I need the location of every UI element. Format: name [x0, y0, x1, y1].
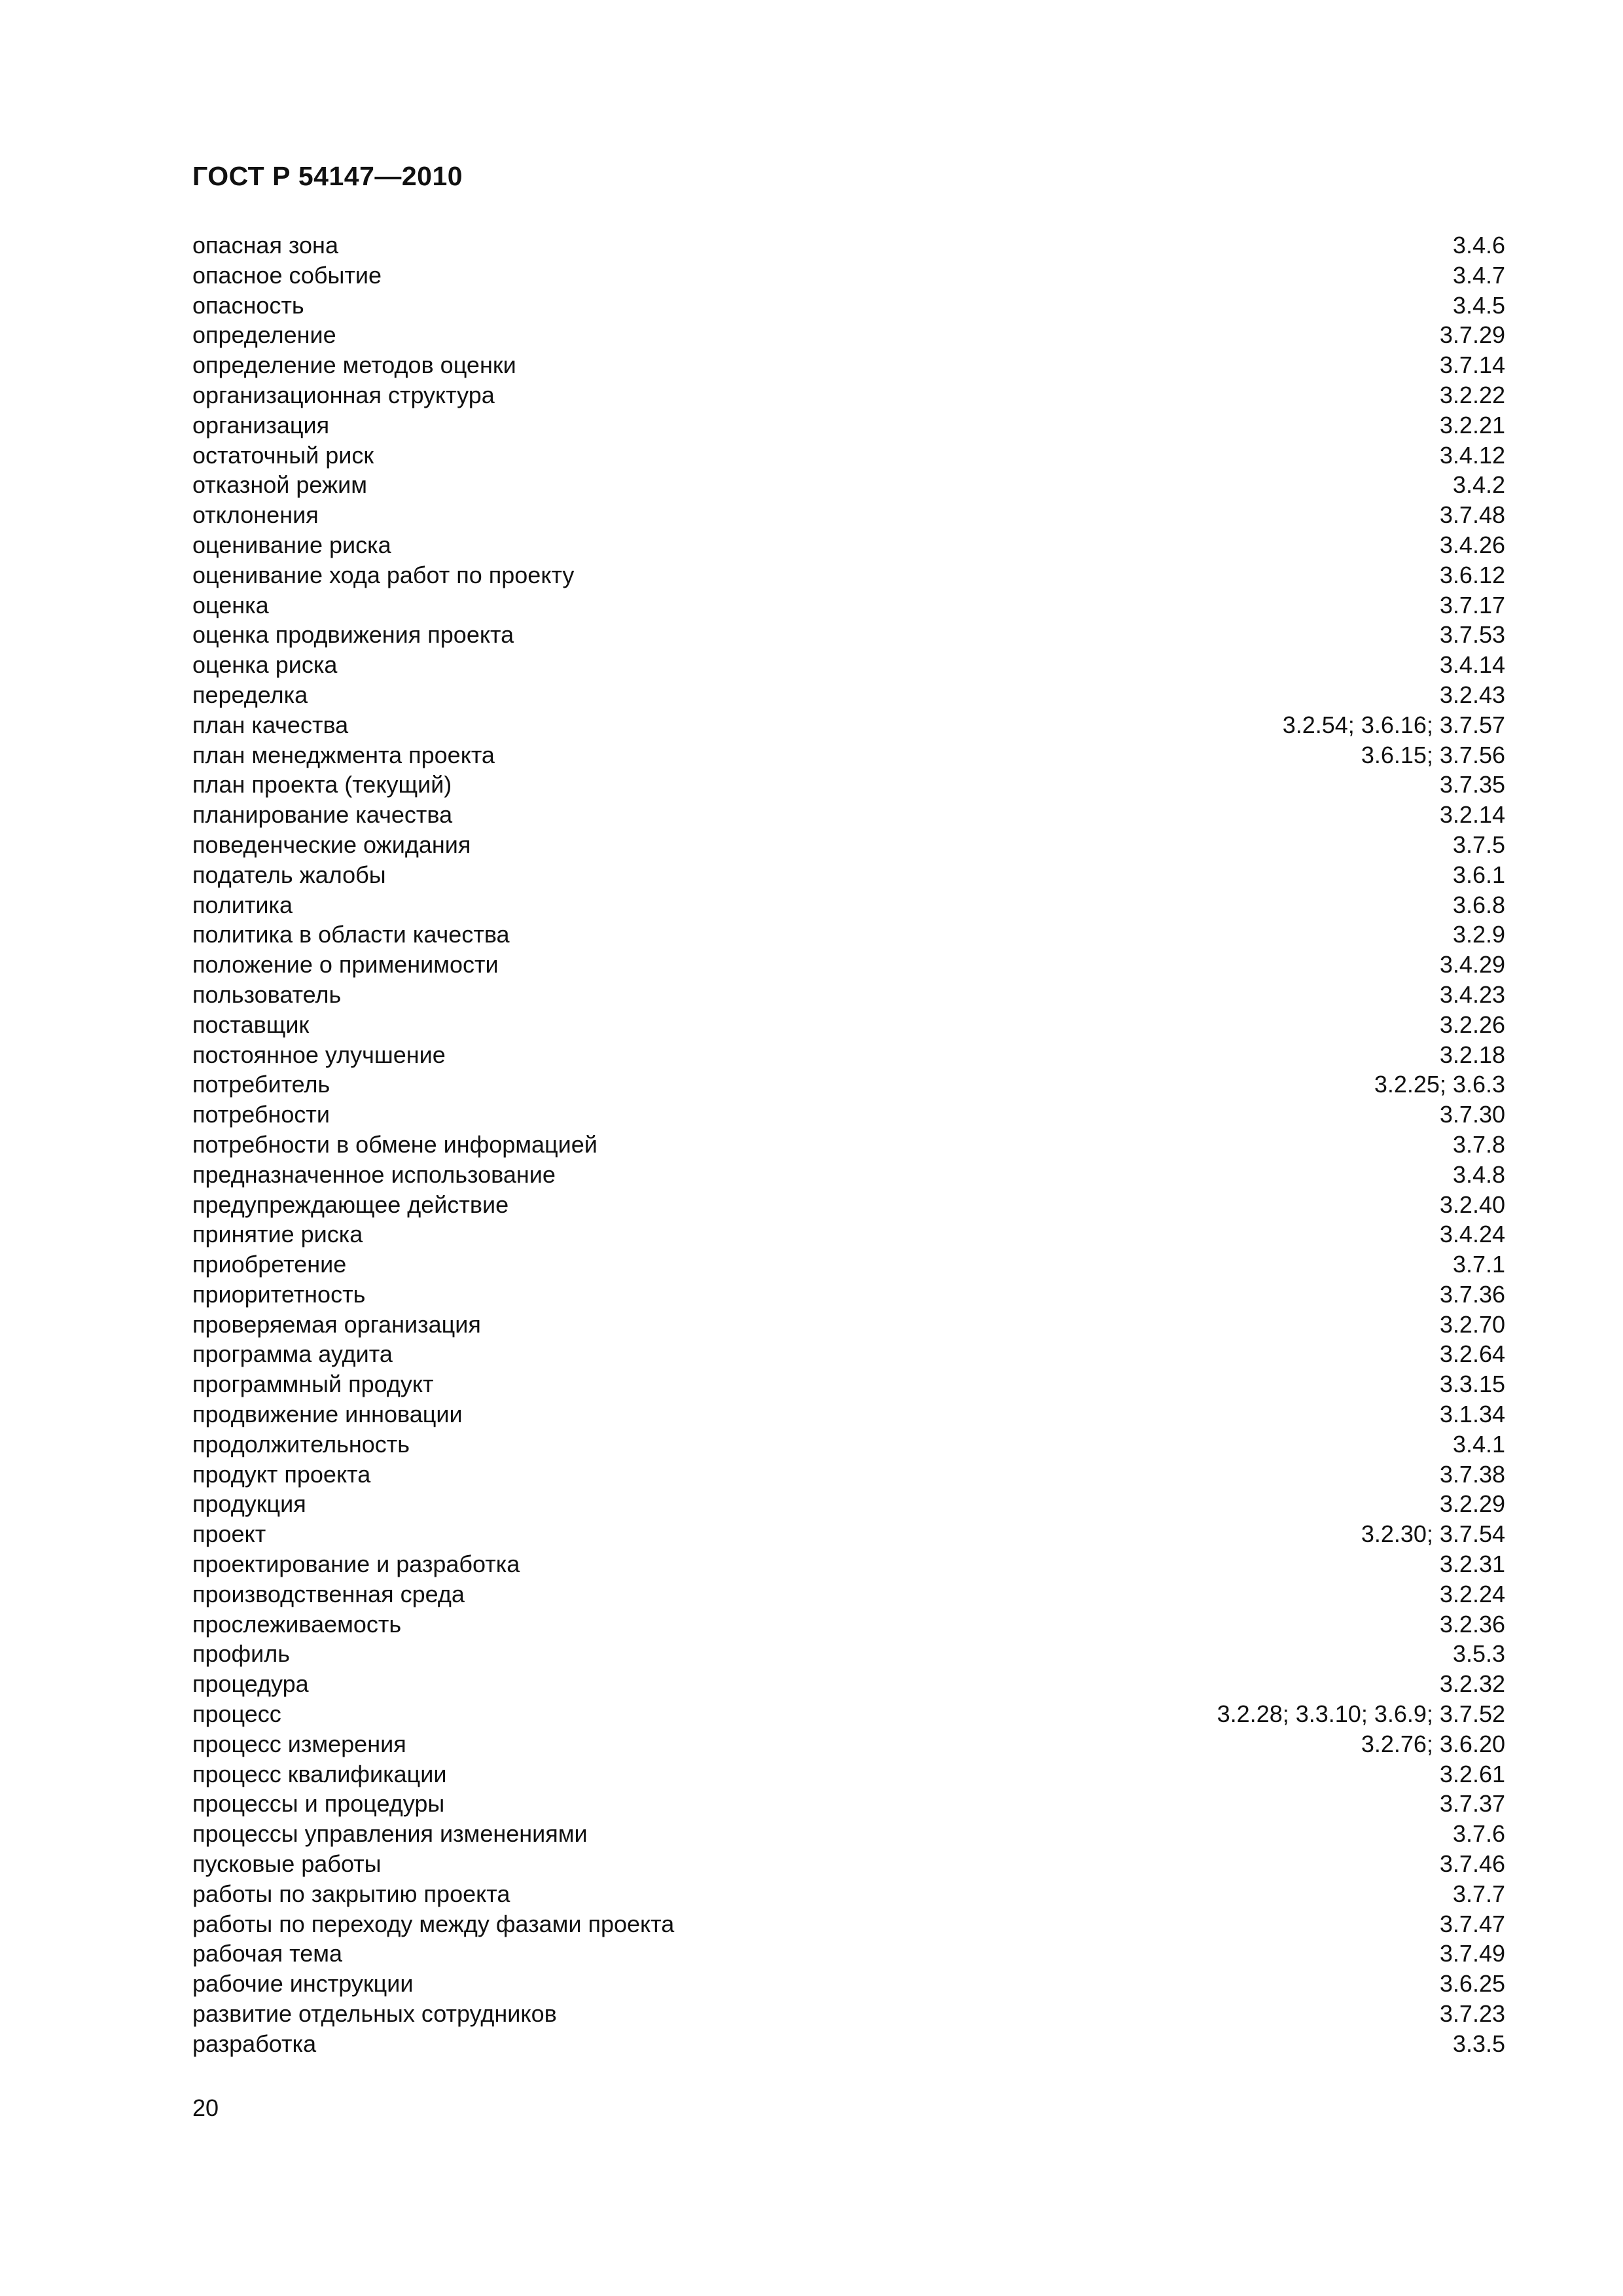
index-reference: 3.4.5 — [1452, 291, 1505, 319]
index-term: процессы управления изменениями — [192, 1820, 588, 1848]
index-reference: 3.4.8 — [1452, 1160, 1505, 1188]
index-reference: 3.2.32 — [1439, 1670, 1505, 1698]
index-term: пусковые работы — [192, 1850, 382, 1878]
index-term: определение методов оценки — [192, 351, 516, 379]
index-term: опасная зона — [192, 232, 338, 259]
index-reference: 3.7.8 — [1452, 1130, 1505, 1158]
index-reference: 3.2.76; 3.6.20 — [1361, 1730, 1505, 1757]
index-entry — [192, 260, 1505, 291]
index-entry — [192, 1069, 1505, 1100]
index-term: политика — [192, 891, 293, 918]
index-entry — [192, 1190, 1505, 1220]
index-term: пользователь — [192, 980, 342, 1008]
index-term: политика в области качества — [192, 921, 510, 948]
index-reference: 3.2.70 — [1439, 1310, 1505, 1338]
index-reference: 3.5.3 — [1452, 1640, 1505, 1668]
index-reference: 3.4.14 — [1439, 651, 1505, 679]
index-term: процесс измерения — [192, 1730, 406, 1757]
index-reference: 3.2.21 — [1439, 411, 1505, 439]
index-term: план качества — [192, 711, 349, 738]
index-entry — [192, 1010, 1505, 1040]
index-term: постоянное улучшение — [192, 1041, 446, 1068]
index-reference: 3.2.30; 3.7.54 — [1361, 1520, 1505, 1548]
index-reference: 3.7.36 — [1439, 1280, 1505, 1308]
index-term: рабочая тема — [192, 1940, 343, 1967]
index-entry — [192, 1429, 1505, 1460]
index-entry — [192, 1160, 1505, 1190]
index-reference: 3.7.49 — [1439, 1940, 1505, 1967]
index-entry — [192, 291, 1505, 321]
index-term: проект — [192, 1520, 266, 1548]
index-term: процедура — [192, 1670, 309, 1698]
index-reference: 3.7.17 — [1439, 591, 1505, 619]
index-entry — [192, 1460, 1505, 1490]
index-entry — [192, 1280, 1505, 1310]
index-term: процессы и процедуры — [192, 1790, 445, 1818]
index-entry — [192, 1339, 1505, 1369]
index-entry — [192, 440, 1505, 471]
index-term: продвижение инновации — [192, 1401, 463, 1428]
index-entry — [192, 1100, 1505, 1130]
index-term: потребности в обмене информацией — [192, 1130, 597, 1158]
index-term: оценка риска — [192, 651, 338, 679]
index-term: план менеджмента проекта — [192, 741, 495, 768]
index-reference: 3.2.61 — [1439, 1760, 1505, 1787]
index-term: проверяемая организация — [192, 1310, 481, 1338]
index-term: оценка — [192, 591, 269, 619]
index-reference: 3.2.54; 3.6.16; 3.7.57 — [1282, 711, 1505, 738]
index-reference: 3.7.23 — [1439, 2000, 1505, 2028]
index-entry — [192, 860, 1505, 890]
index-reference: 3.4.1 — [1452, 1430, 1505, 1458]
index-entry — [192, 410, 1505, 440]
index-reference: 3.7.35 — [1439, 771, 1505, 798]
index-reference: 3.7.29 — [1439, 321, 1505, 349]
index-term: планирование качества — [192, 801, 453, 829]
index-term: приобретение — [192, 1251, 347, 1278]
index-reference: 3.6.25 — [1439, 1970, 1505, 1998]
index-reference: 3.3.15 — [1439, 1371, 1505, 1398]
index-term: оценивание хода работ по проекту — [192, 561, 575, 588]
index-entry — [192, 2029, 1505, 2059]
index-reference: 3.2.40 — [1439, 1191, 1505, 1218]
index-entry — [192, 800, 1505, 830]
index-entry — [192, 1609, 1505, 1640]
index-reference: 3.6.8 — [1452, 891, 1505, 918]
index-reference: 3.2.25; 3.6.3 — [1374, 1071, 1505, 1098]
index-reference: 3.4.6 — [1452, 232, 1505, 259]
index-reference: 3.7.47 — [1439, 1910, 1505, 1937]
index-entry — [192, 710, 1505, 740]
index-entry — [192, 1759, 1505, 1789]
index-entry — [192, 1249, 1505, 1280]
index-reference: 3.4.24 — [1439, 1221, 1505, 1248]
index-entry — [192, 560, 1505, 590]
index-entry — [192, 1999, 1505, 2029]
index-reference: 3.4.12 — [1439, 441, 1505, 469]
index-reference: 3.6.15; 3.7.56 — [1361, 741, 1505, 768]
index-entry — [192, 740, 1505, 770]
index-reference: 3.7.6 — [1452, 1820, 1505, 1848]
index-term: проектирование и разработка — [192, 1551, 520, 1578]
index-term: опасное событие — [192, 261, 382, 289]
index-entry — [192, 320, 1505, 350]
index-entry — [192, 1519, 1505, 1549]
index-entry — [192, 1579, 1505, 1609]
index-reference: 3.7.14 — [1439, 351, 1505, 379]
index-term: потребитель — [192, 1071, 330, 1098]
index-entry — [192, 1789, 1505, 1819]
index-entry — [192, 470, 1505, 500]
index-reference: 3.4.7 — [1452, 261, 1505, 289]
index-reference: 3.7.30 — [1439, 1101, 1505, 1128]
index-reference: 3.7.7 — [1452, 1880, 1505, 1907]
index-term: приоритетность — [192, 1280, 366, 1308]
index-entry — [192, 1040, 1505, 1070]
index-entry — [192, 1130, 1505, 1160]
index-term: оценка продвижения проекта — [192, 621, 514, 649]
index-term: профиль — [192, 1640, 291, 1668]
index-term: потребности — [192, 1101, 330, 1128]
index-reference: 3.2.64 — [1439, 1340, 1505, 1368]
index-reference: 3.2.9 — [1452, 921, 1505, 948]
index-entry — [192, 500, 1505, 530]
index-reference: 3.2.29 — [1439, 1490, 1505, 1518]
index-term: поставщик — [192, 1011, 310, 1038]
index-term: процесс квалификации — [192, 1760, 447, 1787]
index-reference: 3.2.24 — [1439, 1580, 1505, 1607]
index-term: развитие отдельных сотрудников — [192, 2000, 557, 2028]
index-reference: 3.4.26 — [1439, 531, 1505, 558]
index-reference: 3.6.12 — [1439, 561, 1505, 588]
index-entry — [192, 1489, 1505, 1519]
index-term: разработка — [192, 2030, 317, 2057]
document-title: ГОСТ Р 54147—2010 — [192, 161, 463, 191]
index-reference: 3.7.48 — [1439, 501, 1505, 529]
index-term: продукция — [192, 1490, 306, 1518]
index-entry — [192, 230, 1505, 260]
index-reference: 3.1.34 — [1439, 1401, 1505, 1428]
index-reference: 3.2.31 — [1439, 1551, 1505, 1578]
index-reference: 3.7.46 — [1439, 1850, 1505, 1878]
index-term: рабочие инструкции — [192, 1970, 414, 1998]
index-entry — [192, 1819, 1505, 1849]
index-entry — [192, 770, 1505, 800]
index-term: работы по переходу между фазами проекта — [192, 1910, 675, 1937]
index-entry — [192, 1399, 1505, 1429]
index-reference: 3.4.23 — [1439, 980, 1505, 1008]
index-reference: 3.4.29 — [1439, 951, 1505, 978]
index-entry — [192, 1729, 1505, 1759]
page-number: 20 — [192, 2094, 219, 2121]
index-entry — [192, 1879, 1505, 1909]
index-reference: 3.2.43 — [1439, 681, 1505, 708]
index-entry — [192, 830, 1505, 860]
index-entry — [192, 1549, 1505, 1579]
index-term: принятие риска — [192, 1221, 363, 1248]
index-term: определение — [192, 321, 336, 349]
index-entry — [192, 1909, 1505, 1939]
index-term: оценивание риска — [192, 531, 391, 558]
index-reference: 3.7.37 — [1439, 1790, 1505, 1818]
index-reference: 3.2.28; 3.3.10; 3.6.9; 3.7.52 — [1217, 1700, 1505, 1728]
index-reference: 3.2.18 — [1439, 1041, 1505, 1068]
index-entry — [192, 890, 1505, 920]
index-entry — [192, 920, 1505, 950]
index-term: прослеживаемость — [192, 1610, 402, 1638]
index-reference: 3.3.5 — [1452, 2030, 1505, 2057]
index-reference: 3.2.26 — [1439, 1011, 1505, 1038]
index-term: продукт проекта — [192, 1460, 371, 1488]
index-term: отклонения — [192, 501, 319, 529]
index-term: остаточный риск — [192, 441, 374, 469]
index-entry — [192, 980, 1505, 1010]
index-term: работы по закрытию проекта — [192, 1880, 510, 1907]
index-term: план проекта (текущий) — [192, 771, 452, 798]
index-entry — [192, 1369, 1505, 1399]
index-term: отказной режим — [192, 471, 367, 499]
index-term: поведенческие ожидания — [192, 831, 471, 858]
index-term: производственная среда — [192, 1580, 465, 1607]
index-list — [192, 230, 1505, 2059]
index-entry — [192, 1219, 1505, 1249]
index-entry — [192, 590, 1505, 620]
index-reference: 3.7.5 — [1452, 831, 1505, 858]
index-term: переделка — [192, 681, 308, 708]
index-entry — [192, 950, 1505, 980]
index-term: организация — [192, 411, 330, 439]
index-entry — [192, 530, 1505, 560]
index-entry — [192, 1669, 1505, 1699]
index-term: предупреждающее действие — [192, 1191, 509, 1218]
index-entry — [192, 380, 1505, 410]
index-term: предназначенное использование — [192, 1160, 556, 1188]
index-entry — [192, 1699, 1505, 1729]
index-term: продолжительность — [192, 1430, 410, 1458]
index-reference: 3.2.14 — [1439, 801, 1505, 829]
index-reference: 3.2.22 — [1439, 381, 1505, 408]
index-term: процесс — [192, 1700, 281, 1728]
index-reference: 3.2.36 — [1439, 1610, 1505, 1638]
index-reference: 3.7.1 — [1452, 1251, 1505, 1278]
index-term: податель жалобы — [192, 861, 386, 888]
index-reference: 3.6.1 — [1452, 861, 1505, 888]
index-term: положение о применимости — [192, 951, 499, 978]
index-entry — [192, 650, 1505, 680]
index-entry — [192, 1969, 1505, 1999]
index-term: программа аудита — [192, 1340, 393, 1368]
index-entry — [192, 1939, 1505, 1969]
index-reference: 3.7.53 — [1439, 621, 1505, 649]
index-reference: 3.4.2 — [1452, 471, 1505, 499]
index-entry — [192, 350, 1505, 380]
index-term: опасность — [192, 291, 304, 319]
index-entry — [192, 1310, 1505, 1340]
index-entry — [192, 1639, 1505, 1669]
index-entry — [192, 680, 1505, 710]
index-entry — [192, 620, 1505, 650]
index-term: программный продукт — [192, 1371, 434, 1398]
index-reference: 3.7.38 — [1439, 1460, 1505, 1488]
index-entry — [192, 1849, 1505, 1879]
index-term: организационная структура — [192, 381, 495, 408]
